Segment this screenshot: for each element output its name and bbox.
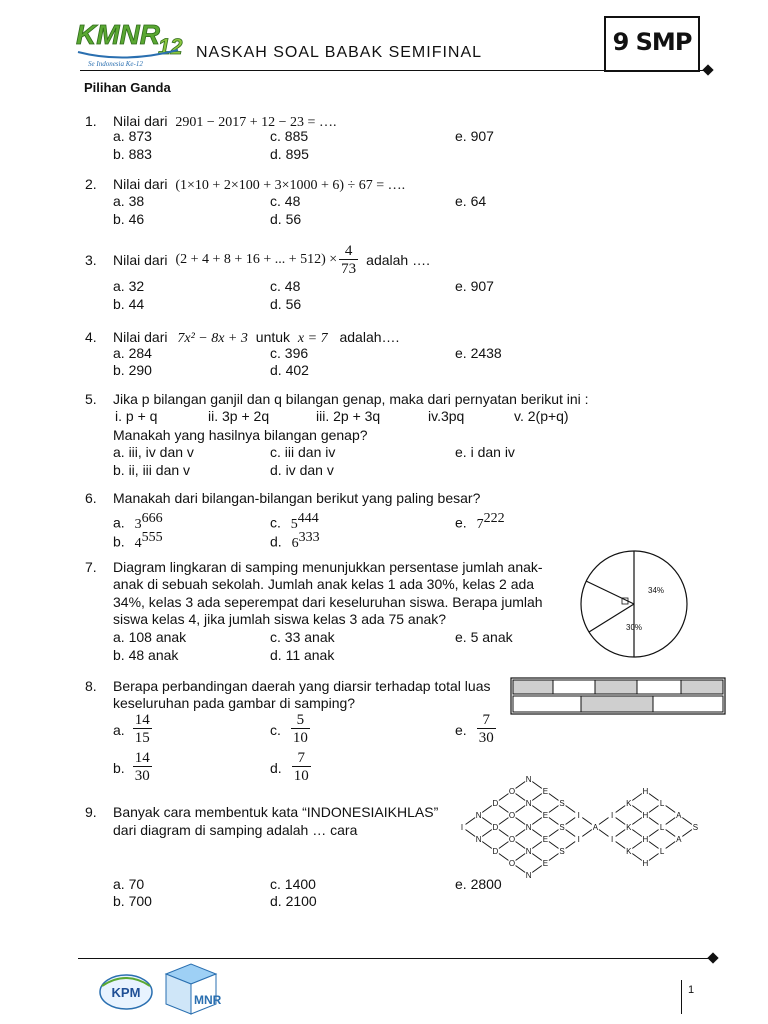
- question-number: 9.: [85, 804, 97, 820]
- question-number: 7.: [85, 559, 97, 575]
- fraction: $\frac{4}{73}$: [341, 242, 357, 277]
- option[interactable]: e. 2438: [455, 345, 502, 361]
- lattice-letter: N: [525, 799, 532, 808]
- question-text: Nilai dari 2901 − 2017 + 12 − 23 = ….: [113, 113, 337, 130]
- statement-item: iii. 2p + 3q: [316, 408, 381, 424]
- footer-rule: [78, 958, 714, 959]
- option[interactable]: d. 402: [270, 362, 309, 378]
- lattice-letter: O: [508, 859, 516, 868]
- option[interactable]: a. iii, iv dan v: [113, 444, 194, 460]
- option[interactable]: b. 48 anak: [113, 647, 179, 663]
- option[interactable]: b. ii, iii dan v: [113, 462, 191, 478]
- question-text-line: dari diagram di samping adalah … cara: [113, 822, 358, 838]
- option[interactable]: c. 48: [270, 278, 301, 294]
- option[interactable]: d. 895: [270, 146, 309, 162]
- option[interactable]: e. $\frac{7}{30}$: [455, 712, 494, 746]
- lattice-letter: N: [525, 847, 532, 856]
- option[interactable]: a. 284: [113, 345, 152, 361]
- footer-logo-mnr-text: MNR: [194, 993, 222, 1007]
- lattice-letter: H: [642, 835, 649, 844]
- option[interactable]: c. 396: [270, 345, 309, 361]
- question-text: Jika p bilangan ganjil dan q bilangan genap, maka dari pernyatan berikut ini :: [113, 391, 589, 407]
- lattice-letter: D: [492, 847, 499, 856]
- shaded-grid-figure: [510, 676, 726, 716]
- lattice-letter: H: [642, 787, 649, 796]
- lattice-letter: O: [508, 787, 516, 796]
- lattice-letter: N: [525, 823, 532, 832]
- option[interactable]: b. 44: [113, 296, 145, 312]
- option[interactable]: a. 38: [113, 193, 145, 209]
- option[interactable]: d. 56: [270, 211, 302, 227]
- option[interactable]: d. $\frac{7}{10}$: [270, 750, 309, 784]
- statement-item: ii. 3p + 2q: [208, 408, 270, 424]
- footer-logo-mnr: [160, 960, 222, 1016]
- lattice-letter: E: [542, 811, 549, 820]
- lattice-letter: N: [475, 835, 482, 844]
- lattice-letter: H: [642, 811, 649, 820]
- section-title: Pilihan Ganda: [84, 80, 171, 95]
- logo-tagline: Se Indonesia Ke-12: [88, 60, 143, 68]
- question-text: Manakah dari bilangan-bilangan berikut yang paling besar?: [113, 490, 481, 506]
- lattice-letter: O: [508, 835, 516, 844]
- option[interactable]: c. 885: [270, 128, 309, 144]
- option[interactable]: e. 907: [455, 278, 494, 294]
- option[interactable]: d. 56: [270, 296, 302, 312]
- option[interactable]: b. 290: [113, 362, 152, 378]
- option[interactable]: b. 46: [113, 211, 145, 227]
- lattice-letter: O: [508, 811, 516, 820]
- lattice-letter: D: [492, 823, 499, 832]
- lattice-letter: K: [626, 823, 632, 832]
- question-text: Manakah yang hasilnya bilangan genap?: [113, 427, 368, 443]
- page-title: NASKAH SOAL BABAK SEMIFINAL: [196, 44, 483, 61]
- question-text-line: keseluruhan pada gambar di samping?: [113, 695, 356, 711]
- lattice-letter: H: [642, 859, 649, 868]
- lattice-letter: L: [659, 799, 665, 808]
- question-text-line: Berapa perbandingan daerah yang diarsir terhadap total luas: [113, 678, 491, 694]
- lattice-letter: K: [626, 799, 632, 808]
- option[interactable]: c. 48: [270, 193, 301, 209]
- option[interactable]: e. 2800: [455, 876, 502, 892]
- grade-badge-label: 9 SMP: [612, 28, 692, 56]
- question-number: 2.: [85, 176, 97, 192]
- question-number: 1.: [85, 113, 97, 129]
- question-number: 4.: [85, 329, 97, 345]
- letter-diamond-figure: [452, 768, 740, 886]
- statement-item: i. p + q: [115, 408, 158, 424]
- question-text: Nilai dari (2 + 4 + 8 + 16 + ... + 512) × $\frac{4}{73}$ adalah ….: [113, 242, 430, 277]
- question-number: 8.: [85, 678, 97, 694]
- question-text-line: anak di sebuah sekolah. Jumlah anak kelas 1 ada 30%, kelas 2 ada: [113, 576, 535, 592]
- option[interactable]: b. $4^{555}$: [113, 530, 163, 551]
- footer-logo-kpm-text: KPM: [111, 985, 141, 1000]
- lattice-letter: L: [659, 847, 665, 856]
- lattice-letter: K: [626, 847, 632, 856]
- page-number: 1: [688, 984, 695, 996]
- option[interactable]: a. 873: [113, 128, 152, 144]
- lattice-letter: L: [659, 823, 665, 832]
- lattice-letter: S: [559, 847, 565, 856]
- logo-number: 12: [158, 34, 183, 59]
- lattice-letter: I: [577, 835, 580, 844]
- option[interactable]: c. iii dan iv: [270, 444, 336, 460]
- lattice-letter: E: [542, 787, 549, 796]
- footer-logo-kpm: [98, 966, 154, 1012]
- option[interactable]: a. $3^{666}$: [113, 511, 163, 532]
- option[interactable]: c. 33 anak: [270, 629, 335, 645]
- option[interactable]: e. $7^{222}$: [455, 511, 505, 532]
- option[interactable]: b. 883: [113, 146, 152, 162]
- question-text: Nilai dari 7x² − 8x + 3 untuk x = 7 adalah….: [113, 329, 400, 346]
- option[interactable]: c. $5^{444}$: [270, 511, 319, 532]
- question-number: 5.: [85, 391, 97, 407]
- header-logo: [74, 14, 189, 70]
- lattice-letter: E: [542, 835, 549, 844]
- option[interactable]: a. 70: [113, 876, 145, 892]
- question-text-line: Banyak cara membentuk kata “INDONESIAIKHLAS”: [113, 804, 439, 820]
- option[interactable]: d. iv dan v: [270, 462, 334, 478]
- lattice-letter: S: [692, 823, 699, 832]
- pie-label: 34%: [648, 586, 665, 595]
- footer-rule-diamond: [707, 952, 718, 963]
- lattice-letter: S: [559, 823, 565, 832]
- option[interactable]: d. 2100: [270, 893, 317, 909]
- option[interactable]: c. $\frac{5}{10}$: [270, 712, 308, 746]
- lattice-letter: A: [676, 811, 682, 820]
- statement-item: v. 2(p+q): [514, 408, 569, 424]
- pie-label: 30%: [626, 623, 643, 632]
- lattice-letter: A: [592, 823, 599, 832]
- lattice-letter: I: [577, 811, 580, 820]
- option[interactable]: e. 5 anak: [455, 629, 513, 645]
- lattice-letter: E: [542, 859, 549, 868]
- question-text-line: 34%, kelas 3 ada seperempat dari keseluruhan siswa. Berapa jumlah: [113, 594, 543, 610]
- option[interactable]: d. $6^{333}$: [270, 530, 320, 551]
- question-text: Nilai dari (1×10 + 2×100 + 3×1000 + 6) ÷ 67 = ….: [113, 176, 406, 193]
- lattice-letter: N: [525, 775, 532, 784]
- question-number: 3.: [85, 252, 97, 268]
- logo-text: KMNR: [76, 19, 160, 50]
- option[interactable]: e. 907: [455, 128, 494, 144]
- page-number-divider: [681, 980, 682, 1014]
- option[interactable]: a. $\frac{14}{15}$: [113, 712, 150, 746]
- lattice-letter: I: [610, 835, 614, 844]
- option[interactable]: e. 64: [455, 193, 487, 209]
- option[interactable]: d. 11 anak: [270, 647, 335, 663]
- lattice-letter: I: [460, 823, 464, 832]
- option[interactable]: b. $\frac{14}{30}$: [113, 750, 150, 784]
- option[interactable]: b. 700: [113, 893, 152, 909]
- pie-chart-figure: [572, 548, 696, 662]
- question-number: 6.: [85, 490, 97, 506]
- grade-badge: [604, 16, 700, 72]
- lattice-letter: D: [492, 799, 499, 808]
- statement-item: iv.3pq: [428, 408, 465, 424]
- option[interactable]: e. i dan iv: [455, 444, 515, 460]
- lattice-letter: I: [610, 811, 614, 820]
- header-rule-diamond: [702, 64, 713, 75]
- option[interactable]: a. 32: [113, 278, 145, 294]
- question-text-line: Diagram lingkaran di samping menunjukkan persentase jumlah anak-: [113, 559, 543, 575]
- lattice-letter: S: [559, 799, 565, 808]
- option[interactable]: a. 108 anak: [113, 629, 187, 645]
- question-text-line: siswa kelas 4, jika jumlah siswa kelas 3 ada 75 anak?: [113, 611, 447, 627]
- option[interactable]: c. 1400: [270, 876, 316, 892]
- lattice-letter: N: [525, 871, 532, 880]
- lattice-letter: A: [676, 835, 682, 844]
- lattice-letter: N: [475, 811, 482, 820]
